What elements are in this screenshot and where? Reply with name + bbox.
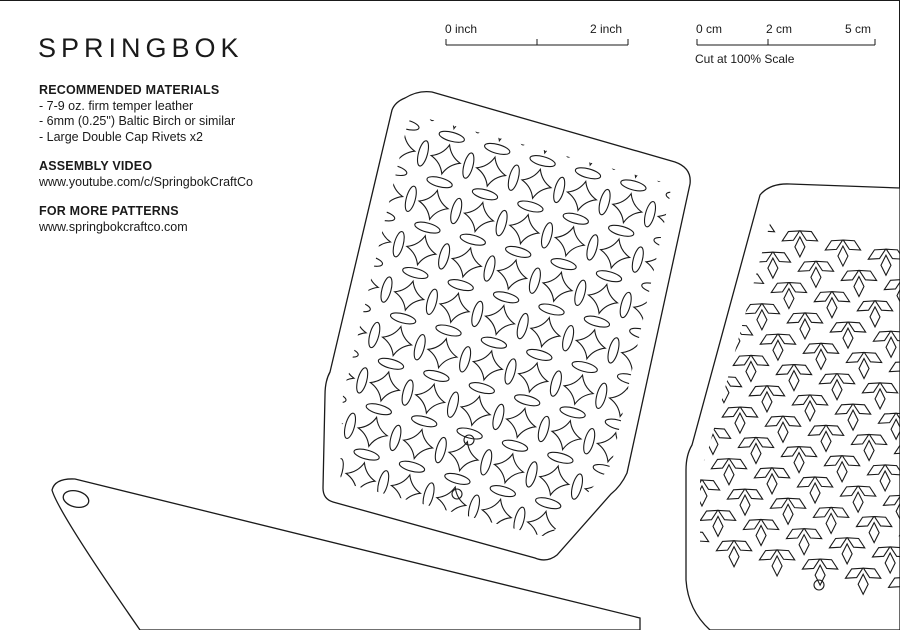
diamond-cutout bbox=[283, 154, 312, 183]
rhombus-cutout bbox=[661, 363, 683, 382]
diamond-cutout bbox=[546, 79, 575, 108]
diamond-cutout bbox=[307, 63, 336, 92]
lens-cutout bbox=[677, 144, 704, 159]
lens-cutout bbox=[803, 146, 818, 173]
rhombus-cutout bbox=[683, 260, 705, 279]
diamond-cutout bbox=[410, 42, 439, 71]
lens-cutout bbox=[183, 353, 210, 368]
diamond-cutout bbox=[592, 91, 621, 120]
lens-cutout bbox=[485, 61, 500, 88]
diamond-cutout bbox=[695, 70, 724, 99]
rhombus-cutout bbox=[687, 322, 697, 342]
lens-cutout bbox=[637, 474, 664, 489]
diamond-cutout bbox=[288, 496, 317, 525]
lens-cutout bbox=[475, 0, 502, 8]
lens-cutout bbox=[358, 173, 373, 200]
diamond-cutout bbox=[295, 108, 324, 137]
diamond-cutout bbox=[561, 569, 590, 598]
diamond-cutout bbox=[201, 278, 230, 307]
diamond-cutout bbox=[280, 348, 309, 377]
lens-cutout bbox=[691, 19, 706, 46]
lens-cutout bbox=[295, 480, 322, 495]
lens-cutout bbox=[710, 202, 737, 217]
rhombus-cutout bbox=[649, 395, 659, 415]
rhombus-cutout bbox=[703, 352, 713, 372]
lens-cutout bbox=[243, 239, 258, 266]
diamond-cutout bbox=[243, 484, 272, 513]
lens-cutout bbox=[253, 274, 280, 289]
lens-cutout bbox=[409, 527, 424, 554]
video-url: www.youtube.com/c/SpringbokCraftCo bbox=[39, 174, 253, 189]
diamond-cutout bbox=[198, 472, 227, 501]
diamond-cutout bbox=[515, 557, 544, 586]
lens-cutout bbox=[735, 111, 762, 126]
lens-cutout bbox=[288, 252, 303, 279]
lens-cutout bbox=[663, 303, 678, 330]
diamond-cutout bbox=[819, 152, 848, 181]
lens-cutout bbox=[244, 126, 271, 141]
lens-cutout bbox=[530, 73, 545, 100]
rhombus-cutout bbox=[694, 208, 716, 227]
rhombus-cutout bbox=[674, 281, 696, 300]
rhombus-cutout bbox=[709, 219, 719, 239]
lens-cutout bbox=[286, 332, 313, 347]
lens-cutout bbox=[686, 293, 713, 308]
diamond-cutout bbox=[189, 323, 218, 352]
inch-scale-start-label: 0 inch bbox=[445, 22, 478, 36]
lens-cutout bbox=[208, 262, 235, 277]
lens-cutout bbox=[255, 194, 270, 221]
lens-cutout bbox=[553, 63, 580, 78]
diamond-cutout bbox=[707, 24, 736, 53]
lens-cutout bbox=[632, 132, 659, 147]
lens-cutout bbox=[656, 41, 683, 56]
lens-cutout bbox=[782, 43, 797, 70]
cm-scale-start-label: 0 cm bbox=[696, 22, 723, 36]
diamond-cutout bbox=[618, 536, 647, 565]
lens-cutout bbox=[872, 68, 887, 95]
rhombus-cutout bbox=[630, 488, 652, 507]
lens-cutout bbox=[417, 26, 444, 41]
rhombus-cutout bbox=[682, 240, 692, 260]
lens-cutout bbox=[229, 365, 256, 380]
lens-cutout bbox=[250, 468, 277, 483]
lens-cutout bbox=[274, 377, 301, 392]
rhombus-cutout bbox=[638, 446, 648, 466]
diamond-cutout bbox=[637, 103, 666, 132]
lens-cutout bbox=[440, 49, 455, 76]
diamond-cutout bbox=[468, 9, 497, 38]
lens-cutout bbox=[297, 400, 312, 427]
lens-cutout bbox=[700, 167, 715, 194]
diamond-cutout bbox=[316, 211, 345, 240]
diamond-cutout bbox=[213, 233, 242, 262]
rhombus-cutout bbox=[646, 518, 668, 537]
diamond-cutout bbox=[225, 187, 254, 216]
rhombus-cutout bbox=[627, 498, 637, 518]
lens-cutout bbox=[318, 503, 333, 530]
lens-cutout bbox=[394, 37, 409, 64]
lens-cutout bbox=[497, 16, 512, 43]
lens-cutout bbox=[543, 28, 558, 55]
diamond-cutout bbox=[210, 426, 239, 455]
lens-cutout bbox=[230, 285, 245, 312]
rhombus-cutout bbox=[676, 374, 686, 394]
lens-cutout bbox=[359, 59, 386, 74]
lens-cutout bbox=[660, 497, 675, 524]
lens-cutout bbox=[276, 297, 291, 324]
lens-cutout bbox=[171, 398, 198, 413]
lens-cutout bbox=[251, 388, 266, 415]
diamond-cutout bbox=[234, 335, 263, 364]
lens-cutout bbox=[406, 0, 421, 19]
lens-cutout bbox=[611, 29, 638, 44]
lens-cutout bbox=[860, 113, 875, 140]
rhombus-cutout bbox=[641, 436, 663, 455]
lens-cutout bbox=[662, 384, 689, 399]
diamond-cutout bbox=[716, 173, 745, 202]
brand-logo: SPRINGBOK bbox=[38, 33, 244, 63]
diamond-cutout bbox=[643, 445, 672, 474]
lens-cutout bbox=[768, 169, 795, 184]
lens-cutout bbox=[500, 551, 515, 578]
lens-cutout bbox=[278, 183, 305, 198]
lens-cutout bbox=[290, 138, 317, 153]
diamond-cutout bbox=[513, 21, 542, 50]
rhombus-cutout bbox=[660, 343, 670, 363]
lens-cutout bbox=[496, 96, 523, 111]
diamond-cutout bbox=[843, 61, 872, 90]
lens-cutout bbox=[450, 84, 477, 99]
diamond-cutout bbox=[631, 490, 660, 519]
lens-cutout bbox=[205, 456, 232, 471]
lens-cutout bbox=[314, 47, 341, 62]
lens-cutout bbox=[241, 320, 268, 335]
rhombus-cutout bbox=[643, 528, 653, 548]
diamond-cutout bbox=[222, 381, 251, 410]
diamond-cutout bbox=[255, 438, 284, 467]
lens-cutout bbox=[300, 206, 315, 233]
rhombus-cutout bbox=[688, 342, 710, 361]
diamond-cutout bbox=[164, 414, 193, 443]
lens-cutout bbox=[508, 50, 535, 65]
rhombus-cutout bbox=[672, 312, 694, 331]
lens-cutout bbox=[586, 120, 613, 135]
diamond-cutout bbox=[470, 545, 499, 574]
rhombus-cutout bbox=[655, 497, 677, 516]
lens-cutout bbox=[545, 564, 560, 591]
rhombus-cutout bbox=[600, 519, 610, 539]
lens-cutout bbox=[780, 123, 807, 138]
rhombus-cutout bbox=[725, 249, 735, 269]
lens-cutout bbox=[239, 433, 254, 460]
lens-cutout bbox=[363, 515, 378, 542]
lens-cutout bbox=[291, 58, 306, 85]
lens-cutout bbox=[633, 52, 648, 79]
diamond-cutout bbox=[353, 75, 382, 104]
diamond-cutout bbox=[571, 0, 600, 17]
lens-cutout bbox=[159, 444, 186, 459]
lens-cutout bbox=[747, 66, 774, 81]
diamond-cutout bbox=[292, 302, 321, 331]
rhombus-cutout bbox=[628, 518, 650, 537]
diamond-cutout bbox=[237, 142, 266, 171]
diamond-cutout bbox=[152, 460, 181, 489]
diamond-cutout bbox=[267, 393, 296, 422]
lens-cutout bbox=[279, 103, 294, 130]
material-item: - 6mm (0.25") Baltic Birch or similar bbox=[39, 114, 236, 128]
diamond-cutout bbox=[667, 354, 696, 383]
lens-cutout bbox=[220, 217, 247, 232]
inch-scale-end-label: 2 inch bbox=[590, 22, 623, 36]
diamond-cutout bbox=[271, 199, 300, 228]
lens-cutout bbox=[648, 543, 663, 570]
lens-cutout bbox=[645, 7, 660, 34]
diamond-cutout bbox=[328, 166, 357, 195]
diamond-cutout bbox=[340, 121, 369, 150]
rhombus-cutout bbox=[668, 415, 690, 434]
rhombus-cutout bbox=[710, 239, 732, 258]
diamond-cutout bbox=[740, 82, 769, 111]
rhombus-cutout bbox=[639, 467, 661, 486]
lens-cutout bbox=[267, 149, 282, 176]
lens-cutout bbox=[602, 530, 617, 557]
lens-cutout bbox=[689, 99, 716, 114]
diamond-cutout bbox=[177, 369, 206, 398]
lens-cutout bbox=[827, 55, 842, 82]
lens-cutout bbox=[541, 108, 568, 123]
diamond-cutout bbox=[422, 0, 451, 26]
rhombus-cutout bbox=[690, 312, 712, 331]
lens-cutout bbox=[346, 218, 361, 245]
lens-cutout bbox=[206, 376, 221, 403]
lens-cutout bbox=[372, 14, 399, 29]
lens-cutout bbox=[462, 38, 489, 53]
lens-cutout bbox=[335, 150, 362, 165]
rhombus-cutout bbox=[712, 208, 734, 227]
cm-scale-mid-label: 2 cm bbox=[766, 22, 793, 36]
rhombus-cutout bbox=[603, 509, 625, 528]
lens-cutout bbox=[702, 54, 729, 69]
lens-cutout bbox=[256, 80, 283, 95]
diamond-cutout bbox=[752, 36, 781, 65]
lens-cutout bbox=[792, 78, 819, 93]
lens-cutout bbox=[848, 158, 863, 185]
lens-cutout bbox=[679, 64, 694, 91]
lens-cutout bbox=[646, 623, 673, 630]
lens-cutout bbox=[218, 330, 233, 357]
lens-cutout bbox=[675, 258, 690, 285]
rhombus-cutout bbox=[652, 384, 674, 403]
diamond-cutout bbox=[704, 218, 733, 247]
diamond-cutout bbox=[379, 520, 408, 549]
lens-cutout bbox=[674, 338, 701, 353]
diamond-cutout bbox=[558, 33, 587, 62]
lens-cutout bbox=[815, 101, 830, 128]
lens-cutout bbox=[770, 89, 785, 116]
lens-cutout bbox=[555, 0, 570, 10]
diamond-cutout bbox=[652, 593, 681, 622]
lens-cutout bbox=[625, 520, 652, 535]
diamond-cutout bbox=[262, 51, 291, 80]
lens-cutout bbox=[712, 122, 727, 149]
rhombus-cutout bbox=[685, 230, 707, 249]
diamond-cutout bbox=[691, 263, 720, 292]
lens-cutout bbox=[724, 76, 739, 103]
diamond-cutout bbox=[377, 0, 406, 13]
lens-cutout bbox=[347, 105, 374, 120]
cm-scale-end-label: 5 cm bbox=[845, 22, 872, 36]
lens-cutout bbox=[264, 342, 279, 369]
diamond-cutout bbox=[679, 309, 708, 338]
lens-cutout bbox=[698, 247, 725, 262]
diamond-cutout bbox=[798, 49, 827, 78]
lens-cutout bbox=[321, 309, 336, 336]
lens-cutout bbox=[265, 229, 292, 244]
rhombus-cutout bbox=[677, 394, 699, 413]
rhombus-cutout bbox=[714, 301, 724, 321]
lens-cutout bbox=[723, 157, 750, 172]
rhombus-cutout bbox=[701, 260, 723, 279]
rhombus-cutout bbox=[699, 290, 721, 309]
diamond-cutout bbox=[319, 18, 348, 47]
lens-cutout bbox=[337, 70, 352, 97]
lens-cutout bbox=[333, 264, 348, 291]
lens-cutout bbox=[405, 71, 432, 86]
lens-cutout bbox=[600, 0, 615, 22]
diamond-cutout bbox=[683, 115, 712, 144]
diamond-cutout bbox=[785, 94, 814, 123]
diamond-cutout bbox=[661, 12, 690, 41]
lens-cutout bbox=[182, 466, 197, 493]
lens-cutout bbox=[452, 3, 467, 30]
lens-cutout bbox=[613, 565, 640, 580]
lens-cutout bbox=[324, 115, 339, 142]
rhombus-cutout bbox=[665, 425, 675, 445]
rhombus-cutout bbox=[657, 467, 679, 486]
lens-cutout bbox=[588, 40, 603, 67]
rhombus-cutout bbox=[671, 292, 681, 312]
diamond-cutout bbox=[773, 139, 802, 168]
lens-cutout bbox=[520, 5, 547, 20]
lens-cutout bbox=[303, 12, 318, 39]
scale-note: Cut at 100% Scale bbox=[695, 52, 795, 66]
diamond-cutout bbox=[606, 581, 635, 610]
lens-cutout bbox=[565, 17, 592, 32]
lens-cutout bbox=[667, 110, 682, 137]
lens-cutout bbox=[232, 171, 259, 186]
diamond-cutout bbox=[616, 0, 645, 29]
lens-cutout bbox=[326, 2, 353, 17]
diamond-cutout bbox=[259, 245, 288, 274]
lens-cutout bbox=[621, 98, 636, 125]
diamond-cutout bbox=[728, 127, 757, 156]
lens-cutout bbox=[590, 576, 605, 603]
lens-cutout bbox=[285, 445, 300, 472]
lens-cutout bbox=[311, 241, 338, 256]
lens-cutout bbox=[302, 93, 329, 108]
diamond-cutout bbox=[655, 400, 684, 429]
lens-cutout bbox=[227, 479, 242, 506]
lens-cutout bbox=[269, 35, 296, 50]
diamond-cutout bbox=[604, 45, 633, 74]
lens-cutout bbox=[194, 421, 209, 448]
lens-cutout bbox=[644, 87, 671, 102]
diamond-cutout bbox=[250, 96, 279, 125]
rhombus-cutout bbox=[654, 477, 664, 497]
lens-cutout bbox=[217, 410, 244, 425]
video-heading: ASSEMBLY VIDEO bbox=[39, 159, 153, 173]
lens-cutout bbox=[196, 307, 223, 322]
lens-cutout bbox=[309, 354, 324, 381]
lens-cutout bbox=[599, 75, 626, 90]
inch-scale-bar bbox=[446, 39, 628, 45]
lens-cutout bbox=[262, 422, 289, 437]
diamond-cutout bbox=[334, 508, 363, 537]
lens-cutout bbox=[757, 134, 772, 161]
lens-cutout bbox=[273, 491, 288, 518]
lens-cutout bbox=[838, 90, 865, 105]
diamond-cutout bbox=[501, 66, 530, 95]
diamond-cutout bbox=[649, 57, 678, 86]
lens-cutout bbox=[688, 213, 703, 240]
diamond-cutout bbox=[831, 106, 860, 135]
diamond-cutout bbox=[425, 533, 454, 562]
lens-cutout bbox=[349, 25, 364, 52]
rhombus-cutout bbox=[663, 333, 685, 352]
lens-cutout bbox=[826, 136, 853, 151]
cm-scale-bar bbox=[697, 39, 875, 45]
lens-cutout bbox=[312, 161, 327, 188]
rhombus-cutout bbox=[650, 415, 672, 434]
lens-cutout bbox=[650, 429, 677, 444]
lens-cutout bbox=[323, 195, 350, 210]
rhombus-cutout bbox=[670, 507, 680, 527]
lens-cutout bbox=[659, 577, 686, 592]
rhombus-cutout bbox=[698, 270, 708, 290]
material-item: - 7-9 oz. firm temper leather bbox=[39, 98, 194, 113]
lens-cutout bbox=[568, 553, 595, 568]
diamond-cutout bbox=[456, 54, 485, 83]
rhombus-cutout bbox=[679, 363, 701, 382]
patterns-heading: FOR MORE PATTERNS bbox=[39, 204, 179, 218]
lens-cutout bbox=[636, 588, 651, 615]
diamond-cutout bbox=[304, 257, 333, 286]
lens-cutout bbox=[454, 539, 469, 566]
material-item: - Large Double Cap Rivets x2 bbox=[39, 129, 203, 144]
diamond-cutout bbox=[274, 6, 303, 35]
diamond-cutout bbox=[246, 290, 275, 319]
diamond-cutout bbox=[365, 30, 394, 59]
rhombus-cutout bbox=[666, 445, 688, 464]
materials-heading: RECOMMENDED MATERIALS bbox=[39, 83, 220, 97]
lens-cutout bbox=[576, 85, 591, 112]
lens-cutout bbox=[299, 286, 326, 301]
patterns-url: www.springbokcraftco.com bbox=[39, 219, 188, 234]
